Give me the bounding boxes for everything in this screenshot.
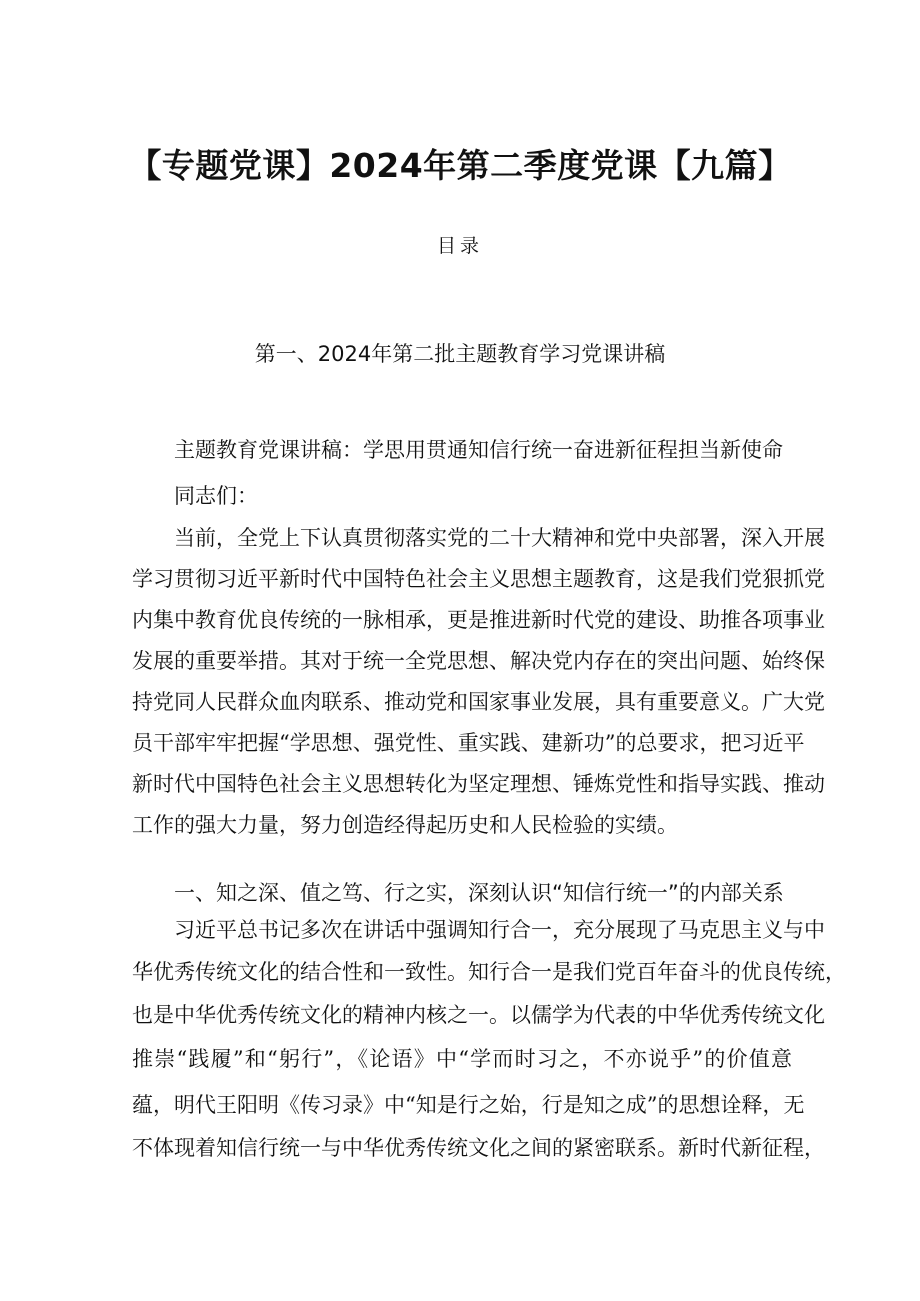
paragraph-line: 习近平总书记多次在讲话中强调知行合一，充分展现了马克思主义与中 xyxy=(174,918,825,942)
paragraph-line: 华优秀传统文化的结合性和一致性。知行合一是我们党百年奋斗的优良传统， xyxy=(132,960,846,984)
paragraph-line: 当前，全党上下认真贯彻落实党的二十大精神和党中央部署，深入开展 xyxy=(174,526,825,550)
paragraph-line: 新时代中国特色社会主义思想转化为坚定理想、锤炼党性和指导实践、推动 xyxy=(132,772,825,796)
paragraph-line: 不体现着知信行统一与中华优秀传统文化之间的紧密联系。新时代新征程， xyxy=(132,1136,825,1160)
section-title: 第一、2024年第二批主题教育学习党课讲稿 xyxy=(254,342,666,366)
toc-label: 目录 xyxy=(436,235,483,257)
lecture-subtitle: 主题教育党课讲稿：学思用贯通知信行统一奋进新征程担当新使命 xyxy=(174,438,783,462)
salutation: 同志们： xyxy=(174,484,258,508)
paragraph-line: 蕴，明代王阳明《传习录》中“知是行之始，行是知之成”的思想诠释，无 xyxy=(132,1093,805,1117)
paragraph-line: 学习贯彻习近平新时代中国特色社会主义思想主题教育，这是我们党狠抓党 xyxy=(132,567,825,591)
paragraph-line: 推崇“践履”和“躬行”，《论语》中“学而时习之，不亦说乎”的价值意 xyxy=(132,1047,792,1071)
paragraph-line: 员干部牢牢把握“学思想、强党性、重实践、建新功”的总要求，把习近平 xyxy=(132,731,805,755)
heading-one: 一、知之深、值之笃、行之实，深刻认识“知信行统一”的内部关系 xyxy=(174,881,784,905)
paragraph-line: 持党同人民群众血肉联系、推动党和国家事业发展，具有重要意义。广大党 xyxy=(132,690,825,714)
paragraph-line: 也是中华优秀传统文化的精神内核之一。以儒学为代表的中华优秀传统文化 xyxy=(132,1003,825,1027)
paragraph-line: 工作的强大力量，努力创造经得起历史和人民检验的实绩。 xyxy=(132,813,678,837)
paragraph-line: 发展的重要举措。其对于统一全党思想、解决党内存在的突出问题、始终保 xyxy=(132,649,825,673)
paragraph-line: 内集中教育优良传统的一脉相承，更是推进新时代党的建设、助推各项事业 xyxy=(132,608,825,632)
document-title: 【专题党课】2024年第二季度党课【九篇】 xyxy=(128,146,792,185)
